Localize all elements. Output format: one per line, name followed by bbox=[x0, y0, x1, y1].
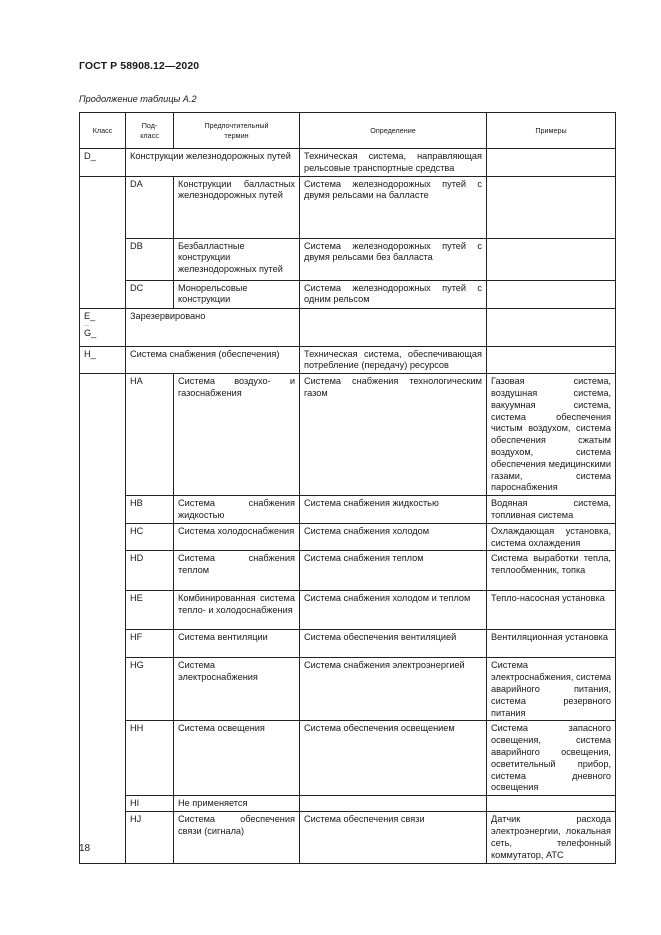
subclass-cell: HB bbox=[126, 496, 174, 524]
definition-cell bbox=[300, 308, 487, 346]
term-cell: Система снабжения жидкостью bbox=[174, 496, 300, 524]
subclass-cell: HG bbox=[126, 658, 174, 721]
document-title: ГОСТ Р 58908.12—2020 bbox=[79, 60, 200, 72]
examples-cell: Система электроснабжения, система аварийного питания, система резервного питания bbox=[487, 658, 616, 721]
column-header-subclass: Под- класс bbox=[126, 113, 174, 149]
definition-cell: Система снабжения теплом bbox=[300, 551, 487, 591]
term-cell: Комбинированная система тепло- и холодоснабжения bbox=[174, 591, 300, 630]
subclass-cell: HJ bbox=[126, 812, 174, 864]
table-row bbox=[80, 591, 616, 630]
table-row bbox=[80, 658, 616, 721]
class-cell: H_ bbox=[80, 346, 126, 374]
table-row-class-h bbox=[80, 346, 616, 374]
examples-cell: Охлаждающая установка, система охлаждения bbox=[487, 523, 616, 551]
table-caption: Продолжение таблицы А.2 bbox=[79, 94, 197, 104]
subclass-cell: DC bbox=[126, 280, 174, 308]
column-header-term: Предпочтительный термин bbox=[174, 113, 300, 149]
class-cell-empty bbox=[80, 176, 126, 308]
term-cell: Система снабжения теплом bbox=[174, 551, 300, 591]
term-cell: Конструкции балластных железнодорожных путей bbox=[174, 176, 300, 238]
subclass-cell: HD bbox=[126, 551, 174, 591]
subclass-cell: HI bbox=[126, 796, 174, 812]
subclass-cell: HH bbox=[126, 721, 174, 796]
class-term-cell: Система снабжения (обеспечения) bbox=[126, 346, 300, 374]
subclass-cell: DB bbox=[126, 238, 174, 280]
examples-cell bbox=[487, 346, 616, 374]
examples-cell: Вентиляционная установка bbox=[487, 630, 616, 658]
examples-cell bbox=[487, 149, 616, 177]
class-cell: D_ bbox=[80, 149, 126, 177]
definition-cell: Система снабжения технологическим газом bbox=[300, 374, 487, 496]
examples-cell: Водяная система, топливная система bbox=[487, 496, 616, 524]
examples-cell: Система запасного освещения, система аварийного освещения, осветительный прибор, система дневного освещения bbox=[487, 721, 616, 796]
definition-cell: Система железнодорожных путей с одним рельсом bbox=[300, 280, 487, 308]
definition-cell: Система железнодорожных путей с двумя рельсами на балласте bbox=[300, 176, 487, 238]
examples-cell bbox=[487, 238, 616, 280]
table-row bbox=[80, 812, 616, 864]
definition-cell: Система снабжения электроэнергией bbox=[300, 658, 487, 721]
table-row bbox=[80, 176, 616, 238]
table-row bbox=[80, 496, 616, 524]
column-header-examples: Примеры bbox=[487, 113, 616, 149]
class-cell-reserved bbox=[80, 308, 126, 346]
term-cell: Система воздухо- и газоснабжения bbox=[174, 374, 300, 496]
definition-cell: Система обеспечения связи bbox=[300, 812, 487, 864]
column-header-definition: Определение bbox=[300, 113, 487, 149]
examples-cell: Датчик расхода электроэнергии, локальная сеть, телефонный коммутатор, АТС bbox=[487, 812, 616, 864]
table-row bbox=[80, 374, 616, 496]
table-row bbox=[80, 238, 616, 280]
subclass-cell: HE bbox=[126, 591, 174, 630]
definition-cell: Система обеспечения вентиляцией bbox=[300, 630, 487, 658]
definition-cell bbox=[300, 796, 487, 812]
definition-cell: Техническая система, направляющая рельсовые транспортные средства bbox=[300, 149, 487, 177]
table-row bbox=[80, 280, 616, 308]
table-row-reserved bbox=[80, 308, 616, 346]
reserved-class-top: E_ bbox=[84, 310, 96, 321]
examples-cell: Тепло-насосная установка bbox=[487, 591, 616, 630]
definition-cell: Система обеспечения освещением bbox=[300, 721, 487, 796]
table-row bbox=[80, 796, 616, 812]
table-row bbox=[80, 523, 616, 551]
term-cell: Система освещения bbox=[174, 721, 300, 796]
examples-cell: Система выработки тепла, теплообменник, топка bbox=[487, 551, 616, 591]
class-term-cell: Конструкции железнодорожных путей bbox=[126, 149, 300, 177]
table-row bbox=[80, 551, 616, 591]
reserved-text-cell: Зарезервировано bbox=[126, 308, 300, 346]
subclass-cell: HF bbox=[126, 630, 174, 658]
table-row-class-d bbox=[80, 149, 616, 177]
term-cell: Система обеспечения связи (сигнала) bbox=[174, 812, 300, 864]
definition-cell: Техническая система, обеспечивающая потребление (передачу) ресурсов bbox=[300, 346, 487, 374]
term-cell: Не применяется bbox=[174, 796, 300, 812]
examples-cell bbox=[487, 308, 616, 346]
terms-table bbox=[79, 112, 616, 864]
definition-cell: Система снабжения холодом и теплом bbox=[300, 591, 487, 630]
reserved-class-mid: .... bbox=[84, 322, 90, 329]
table-header-row bbox=[80, 113, 616, 149]
term-cell: Система вентиляции bbox=[174, 630, 300, 658]
subclass-cell: HA bbox=[126, 374, 174, 496]
column-header-class: Класс bbox=[80, 113, 126, 149]
subclass-cell: HC bbox=[126, 523, 174, 551]
definition-cell: Система снабжения жидкостью bbox=[300, 496, 487, 524]
term-cell: Система холодоснабжения bbox=[174, 523, 300, 551]
definition-cell: Система снабжения холодом bbox=[300, 523, 487, 551]
class-cell-empty bbox=[80, 374, 126, 864]
definition-cell: Система железнодорожных путей с двумя рельсами без балласта bbox=[300, 238, 487, 280]
reserved-class-bottom: G_ bbox=[84, 328, 97, 339]
term-cell: Монорельсовые конструкции bbox=[174, 280, 300, 308]
subclass-cell: DA bbox=[126, 176, 174, 238]
examples-cell: Газовая система, воздушная система, вакуумная система, система обеспечения чистым воздухом, система обеспечения сжатым воздухом, система обеспечения медицинскими газами, система пароснабжения bbox=[487, 374, 616, 496]
examples-cell bbox=[487, 796, 616, 812]
examples-cell bbox=[487, 176, 616, 238]
table-row bbox=[80, 630, 616, 658]
term-cell: Безбалластные конструкции железнодорожных путей bbox=[174, 238, 300, 280]
examples-cell bbox=[487, 280, 616, 308]
term-cell: Система электроснабжения bbox=[174, 658, 300, 721]
page-number: 18 bbox=[79, 843, 91, 854]
table-row bbox=[80, 721, 616, 796]
